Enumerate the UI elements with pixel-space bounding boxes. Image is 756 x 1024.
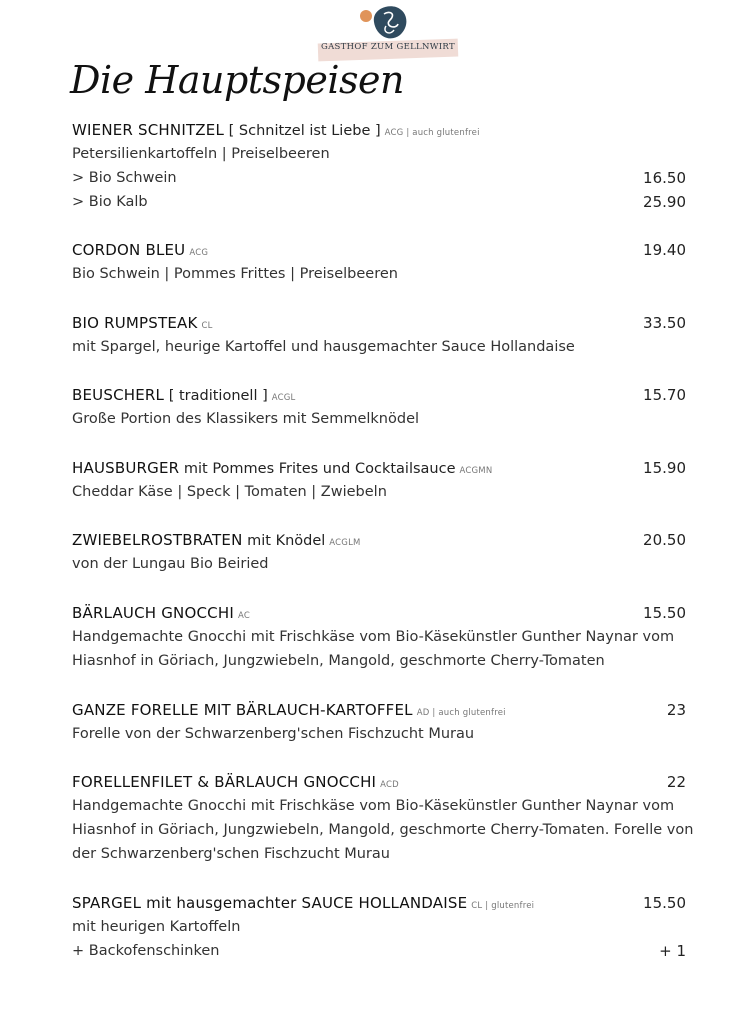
dish-price: 33.50 [643, 314, 686, 332]
dish-description: Große Portion des Klassikers mit Semmelknödel [72, 411, 420, 427]
dish-option: + Backofenschinken [72, 943, 220, 959]
dish-name: CORDON BLEU [72, 241, 186, 259]
dish-price: 23 [666, 701, 686, 719]
dish-price: 15.50 [643, 604, 686, 622]
dish-allergens: AC [237, 611, 250, 621]
dish-description: mit heurigen Kartoffeln [72, 919, 241, 935]
dish-price: + 1 [659, 942, 686, 960]
menu-item-beuscherl [72, 383, 686, 431]
menu-item-wiener-schnitzel [72, 118, 686, 214]
dish-detail-line [72, 722, 686, 746]
menu-item-spargel [72, 891, 686, 963]
dish-allergens: ACG | auch glutenfrei [384, 128, 480, 138]
dish-price: 19.40 [643, 241, 686, 259]
dish-price: 15.50 [643, 894, 686, 912]
dish-header [72, 238, 686, 262]
dish-detail-line [72, 142, 686, 166]
dish-name: BIO RUMPSTEAK [72, 314, 198, 332]
dish-header [72, 118, 686, 142]
dish-option: > Bio Kalb [72, 194, 148, 210]
dish-description: Petersilienkartoffeln | Preiselbeeren [72, 146, 330, 162]
dish-price: 16.50 [643, 169, 686, 187]
dish-allergens: ACGMN [459, 466, 493, 476]
dish-detail-line [72, 625, 686, 649]
dish-header [72, 311, 686, 335]
dish-extra: mit Pommes Frites und Cocktailsauce [179, 461, 456, 477]
menu-item-zwiebelrostbraten [72, 528, 686, 576]
dish-header [72, 383, 686, 407]
dish-description: Bio Schwein | Pommes Frittes | Preiselbeeren [72, 266, 398, 282]
dish-price: 15.70 [643, 386, 686, 404]
menu-item-ganze-forelle [72, 698, 686, 746]
dish-extra: [ Schnitzel ist Liebe ] [224, 123, 381, 139]
dish-name: BEUSCHERL [72, 386, 165, 404]
dish-description: Hiasnhof in Göriach, Jungzwiebeln, Mangold, geschmorte Cherry-Tomaten [72, 653, 605, 669]
dish-extra: [ traditionell ] [164, 388, 268, 404]
logo-text: GASTHOF ZUM GELLNWIRT [321, 42, 455, 52]
dish-header [72, 456, 686, 480]
dish-detail-line [72, 480, 686, 504]
dish-detail-line [72, 407, 686, 431]
restaurant-logo [318, 2, 458, 62]
menu-item-baerlauch-gnocchi [72, 601, 686, 673]
dish-price: 20.50 [643, 531, 686, 549]
dish-option-line [72, 939, 686, 963]
dish-name: FORELLENFILET & BÄRLAUCH GNOCCHI [72, 773, 377, 791]
dish-detail-line [72, 262, 686, 286]
dish-price: 15.90 [643, 459, 686, 477]
dish-description: der Schwarzenberg'schen Fischzucht Murau [72, 846, 390, 862]
dish-header [72, 528, 686, 552]
menu-item-forellenfilet-gnocchi [72, 770, 694, 866]
dish-allergens: CL | glutenfrei [471, 901, 535, 911]
menu-item-hausburger [72, 456, 686, 504]
menu-item-bio-rumpsteak [72, 311, 686, 359]
dish-detail-line [72, 818, 694, 842]
dish-allergens: AD | auch glutenfrei [416, 708, 506, 718]
dish-description: von der Lungau Bio Beiried [72, 556, 269, 572]
dish-name: HAUSBURGER [72, 459, 180, 477]
dish-header [72, 698, 686, 722]
dish-allergens: CL [201, 321, 213, 331]
dish-allergens: ACG [189, 248, 209, 258]
dish-description: Handgemachte Gnocchi mit Frischkäse vom Bio-Käsekünstler Gunther Naynar vom [72, 798, 675, 814]
dish-name: SPARGEL mit hausgemachter SAUCE HOLLANDAISE [72, 894, 468, 912]
dish-name: ZWIEBELROSTBRATEN [72, 531, 243, 549]
dish-allergens: ACGL [271, 393, 296, 403]
dish-price: 25.90 [643, 193, 686, 211]
dish-header [72, 601, 686, 625]
dish-option: > Bio Schwein [72, 170, 177, 186]
page-title: Die Hauptspeisen [70, 58, 404, 102]
dish-extra: mit Knödel [242, 533, 326, 549]
dish-option-line [72, 166, 686, 190]
dish-description: Hiasnhof in Göriach, Jungzwiebeln, Mangold, geschmorte Cherry-Tomaten. Forelle von [72, 822, 694, 838]
dish-description: Cheddar Käse | Speck | Tomaten | Zwiebeln [72, 484, 387, 500]
dish-detail-line [72, 649, 686, 673]
dish-detail-line [72, 842, 686, 866]
menu-item-cordon-bleu [72, 238, 686, 286]
dish-header [72, 770, 686, 794]
dish-description: mit Spargel, heurige Kartoffel und hausgemachter Sauce Hollandaise [72, 339, 575, 355]
dish-header [72, 891, 686, 915]
dish-name: WIENER SCHNITZEL [72, 121, 225, 139]
dish-detail-line [72, 335, 686, 359]
dish-allergens: ACD [380, 780, 399, 790]
dish-allergens: ACGLM [329, 538, 361, 548]
dish-option-line [72, 190, 686, 214]
dish-detail-line [72, 915, 686, 939]
dish-detail-line [72, 552, 686, 576]
dish-description: Handgemachte Gnocchi mit Frischkäse vom Bio-Käsekünstler Gunther Naynar vom [72, 629, 675, 645]
dish-description: Forelle von der Schwarzenberg'schen Fischzucht Murau [72, 726, 475, 742]
dish-name: GANZE FORELLE MIT BÄRLAUCH-KARTOFFEL [72, 701, 413, 719]
dish-detail-line [72, 794, 686, 818]
dish-price: 22 [666, 773, 686, 791]
logo-mark-icon [356, 2, 420, 42]
dish-name: BÄRLAUCH GNOCCHI [72, 604, 234, 622]
